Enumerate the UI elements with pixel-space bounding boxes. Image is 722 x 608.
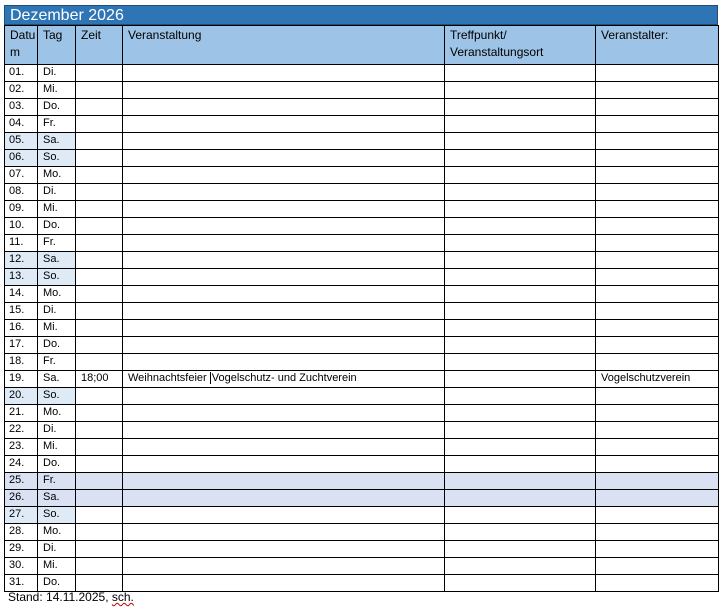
cell-treffpunkt bbox=[445, 133, 596, 150]
cell-treffpunkt bbox=[445, 201, 596, 218]
cell-veranstaltung bbox=[123, 184, 445, 201]
table-row bbox=[5, 405, 719, 422]
table-row bbox=[5, 575, 719, 592]
cell-tag: So. bbox=[38, 388, 76, 405]
event-name: Weihnachtsfeier bbox=[128, 372, 207, 384]
cell-tag: Di. bbox=[38, 422, 76, 439]
cell-veranstaltung bbox=[123, 65, 445, 82]
table-row bbox=[5, 133, 719, 150]
cell-datum: 28. bbox=[5, 524, 38, 541]
cell-datum: 11. bbox=[5, 235, 38, 252]
table-row bbox=[5, 371, 719, 388]
cell-veranstalter bbox=[596, 150, 719, 167]
cell-zeit bbox=[76, 337, 123, 354]
cell-zeit bbox=[76, 320, 123, 337]
cell-veranstalter bbox=[596, 473, 719, 490]
cell-tag: Sa. bbox=[38, 371, 76, 388]
cell-veranstaltung bbox=[123, 303, 445, 320]
table-row bbox=[5, 337, 719, 354]
cell-veranstalter bbox=[596, 252, 719, 269]
cell-zeit bbox=[76, 507, 123, 524]
cell-veranstaltung bbox=[123, 201, 445, 218]
cell-zeit bbox=[76, 558, 123, 575]
cell-veranstaltung bbox=[123, 269, 445, 286]
table-row bbox=[5, 218, 719, 235]
table-row bbox=[5, 150, 719, 167]
cell-veranstaltung bbox=[123, 218, 445, 235]
event-organization: Vogelschutz- und Zuchtverein bbox=[211, 372, 357, 384]
cell-veranstalter bbox=[596, 507, 719, 524]
cell-datum: 03. bbox=[5, 99, 38, 116]
cell-zeit: 18;00 bbox=[76, 371, 123, 388]
table-row bbox=[5, 252, 719, 269]
footer-stand bbox=[8, 590, 134, 604]
table-row bbox=[5, 235, 719, 252]
cell-tag: Fr. bbox=[38, 116, 76, 133]
cell-treffpunkt bbox=[445, 303, 596, 320]
cell-tag: Mi. bbox=[38, 82, 76, 99]
table-row bbox=[5, 82, 719, 99]
cell-tag: Mi. bbox=[38, 439, 76, 456]
cell-zeit bbox=[76, 422, 123, 439]
cell-tag: Sa. bbox=[38, 133, 76, 150]
cell-tag: Mo. bbox=[38, 405, 76, 422]
cell-zeit bbox=[76, 252, 123, 269]
cell-datum: 06. bbox=[5, 150, 38, 167]
cell-treffpunkt bbox=[445, 507, 596, 524]
cell-veranstalter bbox=[596, 133, 719, 150]
cell-veranstaltung bbox=[123, 473, 445, 490]
cell-datum: 23. bbox=[5, 439, 38, 456]
cell-datum: 24. bbox=[5, 456, 38, 473]
cell-veranstaltung bbox=[123, 286, 445, 303]
cell-veranstalter bbox=[596, 286, 719, 303]
cell-tag: Mi. bbox=[38, 201, 76, 218]
table-row bbox=[5, 422, 719, 439]
cell-treffpunkt bbox=[445, 65, 596, 82]
header-zeit: Zeit bbox=[76, 26, 123, 65]
table-row bbox=[5, 524, 719, 541]
cell-tag: So. bbox=[38, 507, 76, 524]
cell-tag: Mi. bbox=[38, 320, 76, 337]
cell-veranstalter bbox=[596, 82, 719, 99]
cell-datum: 07. bbox=[5, 167, 38, 184]
cell-treffpunkt bbox=[445, 286, 596, 303]
cell-tag: So. bbox=[38, 150, 76, 167]
cell-treffpunkt bbox=[445, 456, 596, 473]
cell-datum: 15. bbox=[5, 303, 38, 320]
cell-zeit bbox=[76, 473, 123, 490]
cell-veranstalter bbox=[596, 388, 719, 405]
cell-datum: 31. bbox=[5, 575, 38, 592]
cell-veranstaltung bbox=[123, 422, 445, 439]
table-row bbox=[5, 439, 719, 456]
cell-treffpunkt bbox=[445, 99, 596, 116]
cell-datum: 22. bbox=[5, 422, 38, 439]
cell-zeit bbox=[76, 201, 123, 218]
cell-zeit bbox=[76, 524, 123, 541]
cell-datum: 14. bbox=[5, 286, 38, 303]
table-row bbox=[5, 65, 719, 82]
cell-tag: Fr. bbox=[38, 354, 76, 371]
cell-veranstaltung bbox=[123, 320, 445, 337]
cell-veranstalter bbox=[596, 201, 719, 218]
cell-veranstalter bbox=[596, 490, 719, 507]
cell-zeit bbox=[76, 456, 123, 473]
table-row bbox=[5, 490, 719, 507]
cell-veranstalter bbox=[596, 65, 719, 82]
cell-zeit bbox=[76, 82, 123, 99]
table-row bbox=[5, 473, 719, 490]
table-row bbox=[5, 456, 719, 473]
cell-tag: Mi. bbox=[38, 558, 76, 575]
cell-zeit bbox=[76, 541, 123, 558]
cell-treffpunkt bbox=[445, 116, 596, 133]
cell-treffpunkt bbox=[445, 184, 596, 201]
cell-datum: 01. bbox=[5, 65, 38, 82]
cell-treffpunkt bbox=[445, 354, 596, 371]
cell-veranstalter bbox=[596, 541, 719, 558]
cell-datum: 05. bbox=[5, 133, 38, 150]
cell-zeit bbox=[76, 269, 123, 286]
cell-zeit bbox=[76, 439, 123, 456]
cell-veranstaltung bbox=[123, 150, 445, 167]
cell-treffpunkt bbox=[445, 82, 596, 99]
cell-tag: Do. bbox=[38, 218, 76, 235]
cell-tag: Do. bbox=[38, 575, 76, 592]
cell-veranstaltung bbox=[123, 82, 445, 99]
cell-tag: Do. bbox=[38, 337, 76, 354]
cell-treffpunkt bbox=[445, 337, 596, 354]
cell-datum: 10. bbox=[5, 218, 38, 235]
cell-treffpunkt bbox=[445, 150, 596, 167]
cell-treffpunkt bbox=[445, 218, 596, 235]
cell-veranstaltung bbox=[123, 490, 445, 507]
cell-treffpunkt bbox=[445, 541, 596, 558]
table-row bbox=[5, 541, 719, 558]
cell-zeit bbox=[76, 303, 123, 320]
cell-tag: Di. bbox=[38, 541, 76, 558]
header-veranstalter: Veranstalter: bbox=[596, 26, 719, 65]
cell-datum: 17. bbox=[5, 337, 38, 354]
cell-veranstaltung bbox=[123, 524, 445, 541]
cell-veranstaltung bbox=[123, 541, 445, 558]
table-row bbox=[5, 320, 719, 337]
cell-zeit bbox=[76, 184, 123, 201]
cell-veranstalter bbox=[596, 337, 719, 354]
cell-veranstalter bbox=[596, 303, 719, 320]
table-row bbox=[5, 558, 719, 575]
cell-treffpunkt bbox=[445, 371, 596, 388]
cell-treffpunkt bbox=[445, 473, 596, 490]
header-tag: Tag bbox=[38, 26, 76, 65]
table-row bbox=[5, 184, 719, 201]
cell-veranstaltung bbox=[123, 405, 445, 422]
cell-zeit bbox=[76, 167, 123, 184]
cell-zeit bbox=[76, 99, 123, 116]
calendar-title: Dezember 2026 bbox=[4, 5, 718, 25]
cell-tag: Mo. bbox=[38, 524, 76, 541]
cell-tag: Di. bbox=[38, 303, 76, 320]
cell-datum: 09. bbox=[5, 201, 38, 218]
cell-tag: Sa. bbox=[38, 252, 76, 269]
cell-veranstalter bbox=[596, 116, 719, 133]
cell-datum: 30. bbox=[5, 558, 38, 575]
header-datum: Datum bbox=[5, 26, 38, 65]
cell-treffpunkt bbox=[445, 439, 596, 456]
cell-datum: 25. bbox=[5, 473, 38, 490]
table-row bbox=[5, 201, 719, 218]
cell-veranstaltung bbox=[123, 439, 445, 456]
cell-veranstaltung bbox=[123, 235, 445, 252]
cell-veranstalter bbox=[596, 456, 719, 473]
cell-tag: Mo. bbox=[38, 167, 76, 184]
cell-veranstalter bbox=[596, 405, 719, 422]
cell-treffpunkt bbox=[445, 422, 596, 439]
cell-zeit bbox=[76, 150, 123, 167]
cell-datum: 21. bbox=[5, 405, 38, 422]
table-header-row bbox=[5, 26, 719, 65]
cell-tag: Do. bbox=[38, 456, 76, 473]
cell-veranstaltung bbox=[123, 354, 445, 371]
cell-treffpunkt bbox=[445, 405, 596, 422]
cell-zeit bbox=[76, 354, 123, 371]
cell-tag: Mo. bbox=[38, 286, 76, 303]
cell-zeit bbox=[76, 65, 123, 82]
cell-datum: 08. bbox=[5, 184, 38, 201]
footer-date: Stand: 14.11.2025, bbox=[8, 590, 112, 604]
cell-tag: Di. bbox=[38, 184, 76, 201]
cell-veranstalter bbox=[596, 422, 719, 439]
cell-datum: 13. bbox=[5, 269, 38, 286]
cell-veranstalter bbox=[596, 218, 719, 235]
cell-datum: 02. bbox=[5, 82, 38, 99]
cell-veranstaltung bbox=[123, 133, 445, 150]
cell-datum: 18. bbox=[5, 354, 38, 371]
cell-datum: 12. bbox=[5, 252, 38, 269]
cell-datum: 19. bbox=[5, 371, 38, 388]
table-row bbox=[5, 269, 719, 286]
cell-veranstalter bbox=[596, 558, 719, 575]
cell-treffpunkt bbox=[445, 524, 596, 541]
cell-veranstalter: Vogelschutzverein bbox=[596, 371, 719, 388]
cell-veranstaltung bbox=[123, 116, 445, 133]
cell-veranstaltung bbox=[123, 388, 445, 405]
cell-veranstalter bbox=[596, 575, 719, 592]
cell-zeit bbox=[76, 490, 123, 507]
cell-datum: 04. bbox=[5, 116, 38, 133]
cell-tag: Sa. bbox=[38, 490, 76, 507]
cell-treffpunkt bbox=[445, 575, 596, 592]
cell-treffpunkt bbox=[445, 320, 596, 337]
cell-datum: 20. bbox=[5, 388, 38, 405]
cell-veranstalter bbox=[596, 354, 719, 371]
cell-treffpunkt bbox=[445, 490, 596, 507]
cell-treffpunkt bbox=[445, 269, 596, 286]
table-row bbox=[5, 388, 719, 405]
cell-tag: Do. bbox=[38, 99, 76, 116]
cell-veranstalter bbox=[596, 439, 719, 456]
table-row bbox=[5, 167, 719, 184]
cell-treffpunkt bbox=[445, 252, 596, 269]
table-row bbox=[5, 507, 719, 524]
cell-zeit bbox=[76, 575, 123, 592]
cell-veranstalter bbox=[596, 269, 719, 286]
cell-veranstaltung bbox=[123, 456, 445, 473]
cell-veranstaltung bbox=[123, 371, 445, 388]
cell-zeit bbox=[76, 388, 123, 405]
cell-veranstaltung bbox=[123, 575, 445, 592]
table-row bbox=[5, 303, 719, 320]
cell-zeit bbox=[76, 116, 123, 133]
cell-veranstalter bbox=[596, 184, 719, 201]
cell-tag: Fr. bbox=[38, 235, 76, 252]
table-row bbox=[5, 99, 719, 116]
cell-veranstaltung bbox=[123, 507, 445, 524]
cell-veranstalter bbox=[596, 524, 719, 541]
cell-datum: 26. bbox=[5, 490, 38, 507]
cell-veranstaltung bbox=[123, 252, 445, 269]
cell-zeit bbox=[76, 286, 123, 303]
table-row bbox=[5, 116, 719, 133]
cell-zeit bbox=[76, 405, 123, 422]
cell-veranstaltung bbox=[123, 99, 445, 116]
footer-author: sch. bbox=[111, 590, 134, 604]
cell-tag: Fr. bbox=[38, 473, 76, 490]
cell-veranstaltung bbox=[123, 167, 445, 184]
event-table bbox=[4, 25, 719, 592]
cell-veranstalter bbox=[596, 235, 719, 252]
cell-treffpunkt bbox=[445, 558, 596, 575]
table-body bbox=[5, 65, 719, 592]
cell-veranstalter bbox=[596, 99, 719, 116]
cell-veranstaltung bbox=[123, 558, 445, 575]
cell-datum: 27. bbox=[5, 507, 38, 524]
cell-treffpunkt bbox=[445, 167, 596, 184]
header-treffpunkt: Treffpunkt/ Veranstaltungsort bbox=[445, 26, 596, 65]
cell-tag: So. bbox=[38, 269, 76, 286]
cell-datum: 29. bbox=[5, 541, 38, 558]
cell-veranstaltung bbox=[123, 337, 445, 354]
cell-datum: 16. bbox=[5, 320, 38, 337]
table-row bbox=[5, 354, 719, 371]
cell-zeit bbox=[76, 235, 123, 252]
table-row bbox=[5, 286, 719, 303]
header-veranstaltung: Veranstaltung bbox=[123, 26, 445, 65]
cell-veranstalter bbox=[596, 320, 719, 337]
cell-treffpunkt bbox=[445, 388, 596, 405]
cell-treffpunkt bbox=[445, 235, 596, 252]
cell-veranstalter bbox=[596, 167, 719, 184]
cell-zeit bbox=[76, 218, 123, 235]
cell-zeit bbox=[76, 133, 123, 150]
cell-tag: Di. bbox=[38, 65, 76, 82]
